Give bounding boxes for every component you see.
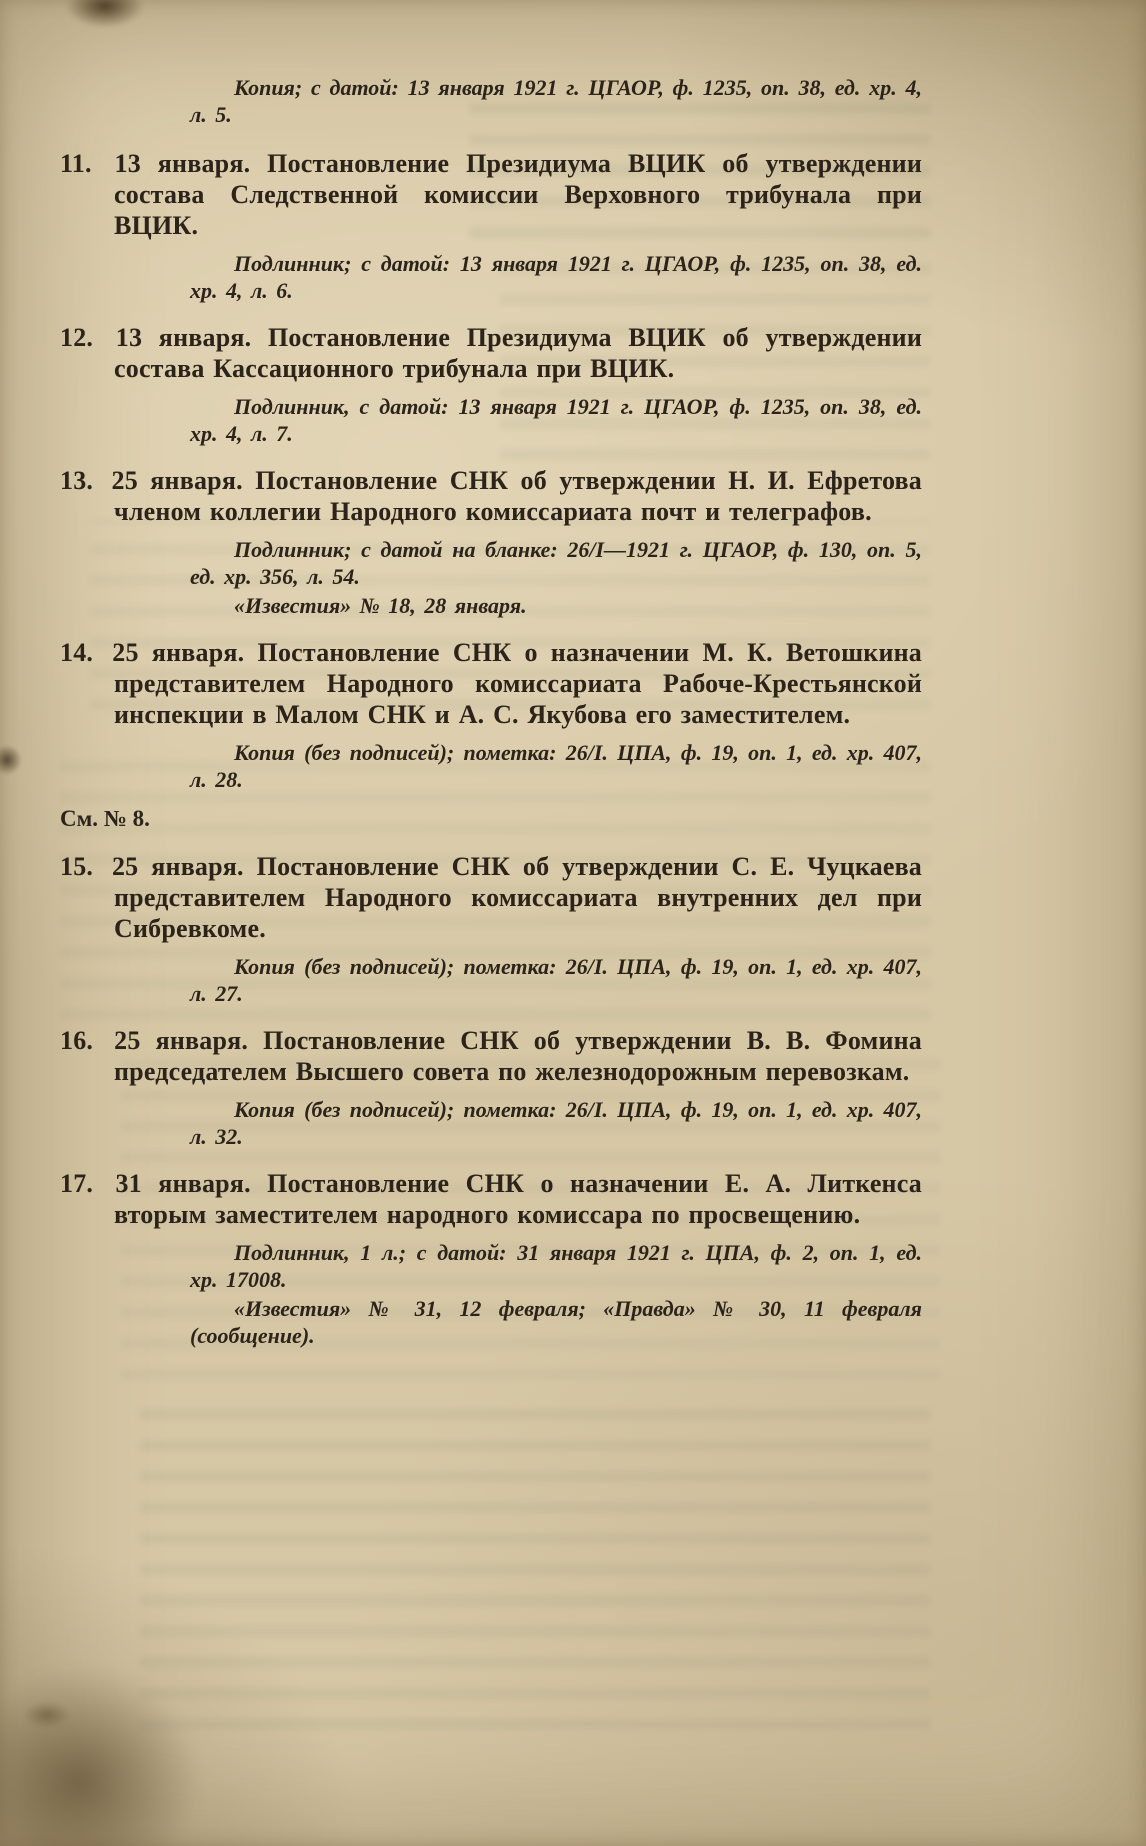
entry-title: Постановление Президиума ВЦИК об утверждении состава Следственной комиссии Верховного трибунала при ВЦИК. [114, 149, 923, 240]
entry-title: Постановление СНК о назначении М. К. Ветошкина представителем Народного комиссариата Рабоче-Крестьянской инспекции в Малом СНК и А. С. Якубова его заместителем. [114, 638, 923, 729]
entry-source-citation: Копия (без подписей); пометка: 26/I. ЦПА, ф. 19, оп. 1, ед. хр. 407, л. 32. [190, 1097, 922, 1149]
entry-source-citation: Копия (без подписей); пометка: 26/I. ЦПА, ф. 19, оп. 1, ед. хр. 407, л. 27. [190, 954, 922, 1006]
entry-number: 15. [60, 852, 94, 881]
ink-bleedthrough [140, 1400, 930, 1730]
entry-date: 13 января. [114, 149, 251, 178]
entry-body [60, 465, 922, 527]
entry-source-citation: Подлинник, 1 л.; с датой: 31 января 1921 г. ЦПА, ф. 2, оп. 1, ед. хр. 17008. [190, 1240, 922, 1292]
entry-body [60, 851, 922, 944]
paper-stain-left-edge [0, 745, 22, 775]
entry-source-citation: Подлинник; с датой на бланке: 26/I—1921 г. ЦГАОР, ф. 130, оп. 5, ед. хр. 356, л. 54. [190, 537, 922, 589]
entry-body [60, 1025, 922, 1087]
entry-date: 13 января. [115, 323, 252, 352]
entry-12 [60, 322, 922, 447]
entry-press-reference: «Известия» № 18, 28 января. [234, 593, 527, 618]
entry-body [60, 637, 922, 730]
entry-number: 11. [60, 149, 92, 178]
paper-stain-bottom-left [0, 1666, 200, 1846]
entry-number: 17. [60, 1169, 94, 1198]
entry-13 [60, 465, 922, 619]
entry-15 [60, 851, 922, 1007]
entry-press-reference: «Известия» № 31, 12 февраля; «Правда» № 30, 11 февраля (сообщение). [190, 1296, 922, 1348]
entry-number: 13. [60, 466, 94, 495]
paper-stain-bottom-dot [24, 1702, 70, 1728]
entry-title: Постановление СНК об утверждении С. Е. Чуцкаева представителем Народного комиссариата внутренних дел при Сибревкоме. [114, 852, 923, 943]
continuation-source-citation: Копия; с датой: 13 января 1921 г. ЦГАОР, ф. 1235, оп. 38, ед. хр. 4, л. 5. [190, 75, 922, 127]
entry-body [60, 322, 922, 384]
entry-date: 31 января. [115, 1169, 251, 1198]
entry-16 [60, 1025, 922, 1150]
entry-source-citation: Подлинник; с датой: 13 января 1921 г. ЦГАОР, ф. 1235, оп. 38, ед. хр. 4, л. 6. [190, 251, 922, 303]
entry-date: 25 января. [114, 1026, 249, 1055]
entry-14 [60, 637, 922, 833]
entry-date: 25 января. [111, 466, 243, 495]
entry-source-citation: Копия (без подписей); пометка: 26/I. ЦПА, ф. 19, оп. 1, ед. хр. 407, л. 28. [190, 740, 922, 792]
page-content [60, 74, 922, 1367]
entry-title: Постановление СНК об утверждении В. В. Фомина председателем Высшего совета по железнодорожным перевозкам. [114, 1026, 923, 1086]
paper-stain-top-left [66, 0, 144, 28]
entry-title: Постановление СНК о назначении Е. А. Литкенса вторым заместителем народного комиссара по просвещению. [114, 1169, 922, 1229]
entry-title: Постановление СНК об утверждении Н. И. Ефретова членом коллегии Народного комиссариата почт и телеграфов. [114, 466, 922, 526]
entry-body [60, 148, 922, 241]
cross-reference-note: См. № 8. [60, 806, 150, 831]
entry-source-citation: Подлинник, с датой: 13 января 1921 г. ЦГАОР, ф. 1235, оп. 38, ед. хр. 4, л. 7. [190, 394, 922, 446]
entry-date: 25 января. [112, 638, 245, 667]
entry-title: Постановление Президиума ВЦИК об утверждении состава Кассационного трибунала при ВЦИК. [114, 323, 922, 383]
entry-date: 25 января. [111, 852, 244, 881]
entry-11 [60, 148, 922, 304]
entry-number: 12. [60, 323, 94, 352]
entry-17 [60, 1168, 922, 1349]
entry-body [60, 1168, 922, 1230]
entry-number: 16. [60, 1026, 94, 1055]
entry-number: 14. [60, 638, 94, 667]
